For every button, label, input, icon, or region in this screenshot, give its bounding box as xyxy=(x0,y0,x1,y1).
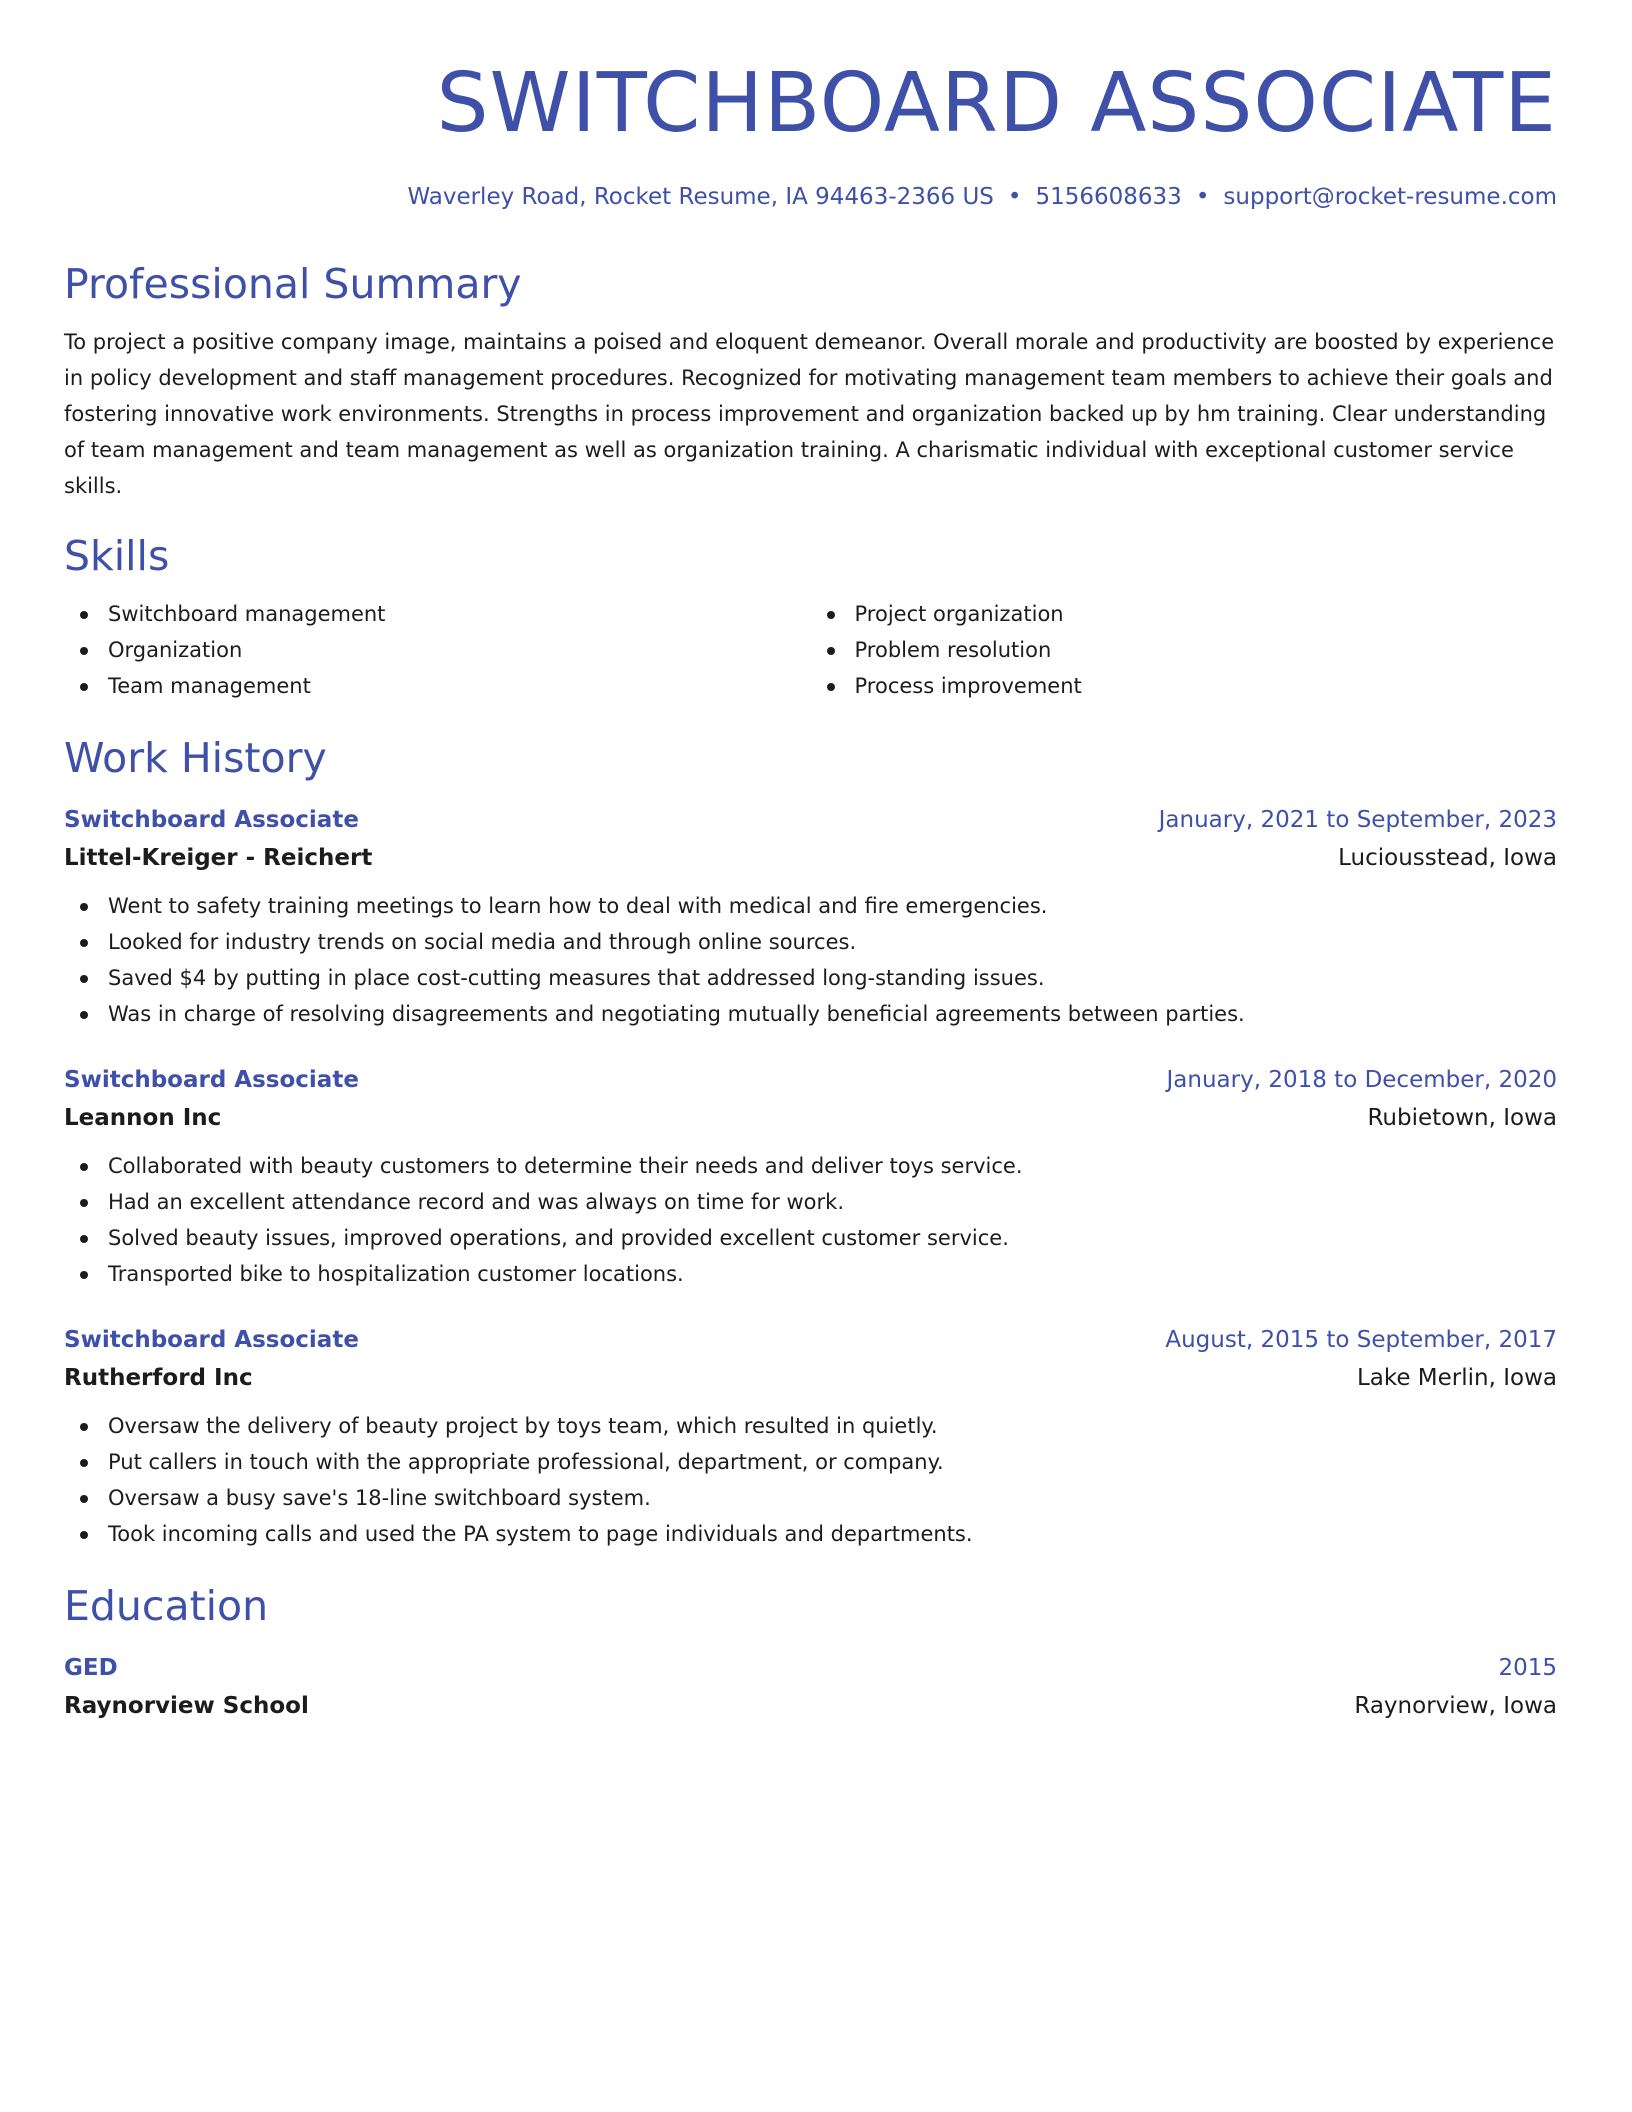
candidate-name: SWITCHBOARD ASSOCIATE xyxy=(436,56,1557,151)
job-bullet: Transported bike to hospitalization customer locations. xyxy=(64,1256,1557,1292)
job-title: Switchboard Associate xyxy=(64,1327,359,1353)
job-subheader xyxy=(64,838,1557,878)
work-history-heading: Work History xyxy=(64,734,327,782)
job-entry xyxy=(64,1062,1557,1292)
job-entry xyxy=(64,802,1557,1032)
job-dates: August, 2015 to September, 2017 xyxy=(1165,1327,1557,1353)
job-bullet: Took incoming calls and used the PA system to page individuals and departments. xyxy=(64,1516,1557,1552)
job-bullets xyxy=(64,888,1557,1032)
job-dates: January, 2021 to September, 2023 xyxy=(1158,807,1557,833)
job-subheader xyxy=(64,1358,1557,1398)
summary-text: To project a positive company image, maintains a poised and eloquent demeanor. Overall morale and productivity are boosted by experience in policy development and staff management procedures. Recognized for motivating management team members to achieve their goals and fostering innovative work environments. Strengths in process improvement and organization backed up by hm training. Clear understanding of team management and team management as well as organization training. A charismatic individual with exceptional customer service skills. xyxy=(64,330,1555,498)
contact-line xyxy=(64,182,1557,212)
job-bullet: Oversaw the delivery of beauty project by toys team, which resulted in quietly. xyxy=(64,1408,1557,1444)
job-location: Rubietown, Iowa xyxy=(1367,1105,1557,1131)
job-bullets xyxy=(64,1408,1557,1552)
skills-column-right xyxy=(811,596,1558,704)
job-bullet: Oversaw a busy save's 18-line switchboard system. xyxy=(64,1480,1557,1516)
education-school: Raynorview School xyxy=(64,1693,309,1719)
job-company: Littel-Kreiger - Reichert xyxy=(64,845,373,871)
contact-separator: • xyxy=(1195,184,1210,210)
skill-item: Organization xyxy=(64,632,811,668)
job-bullet: Put callers in touch with the appropriate professional, department, or company. xyxy=(64,1444,1557,1480)
skills-list xyxy=(64,596,1557,704)
address: Waverley Road, Rocket Resume, IA 94463-2366 US xyxy=(407,184,994,210)
skills-column-left xyxy=(64,596,811,704)
job-company: Rutherford Inc xyxy=(64,1365,253,1391)
job-entry xyxy=(64,1322,1557,1552)
education-subheader xyxy=(64,1686,1557,1726)
job-bullet: Looked for industry trends on social media and through online sources. xyxy=(64,924,1557,960)
job-bullet: Went to safety training meetings to learn how to deal with medical and fire emergencies. xyxy=(64,888,1557,924)
contact-separator: • xyxy=(1007,184,1022,210)
job-title: Switchboard Associate xyxy=(64,1067,359,1093)
job-header xyxy=(64,802,1557,838)
job-header xyxy=(64,1062,1557,1098)
job-bullet: Saved $4 by putting in place cost-cutting measures that addressed long-standing issues. xyxy=(64,960,1557,996)
education-year: 2015 xyxy=(1498,1655,1557,1681)
education-heading: Education xyxy=(64,1582,269,1630)
education-entry xyxy=(64,1650,1557,1726)
job-bullet: Had an excellent attendance record and was always on time for work. xyxy=(64,1184,1557,1220)
job-title: Switchboard Associate xyxy=(64,807,359,833)
skills-heading: Skills xyxy=(64,532,170,580)
job-location: Lake Merlin, Iowa xyxy=(1356,1365,1557,1391)
job-company: Leannon Inc xyxy=(64,1105,222,1131)
education-degree: GED xyxy=(64,1655,118,1681)
skill-item: Process improvement xyxy=(811,668,1558,704)
phone: 5156608633 xyxy=(1035,184,1182,210)
education-header xyxy=(64,1650,1557,1686)
skill-item: Team management xyxy=(64,668,811,704)
job-bullet: Solved beauty issues, improved operations, and provided excellent customer service. xyxy=(64,1220,1557,1256)
job-header xyxy=(64,1322,1557,1358)
job-bullets xyxy=(64,1148,1557,1292)
job-subheader xyxy=(64,1098,1557,1138)
skill-item: Switchboard management xyxy=(64,596,811,632)
skill-item: Problem resolution xyxy=(811,632,1558,668)
skill-item: Project organization xyxy=(811,596,1558,632)
email-link[interactable]: support@rocket-resume.com xyxy=(1223,184,1557,210)
resume-page xyxy=(64,56,1557,1726)
job-dates: January, 2018 to December, 2020 xyxy=(1166,1067,1557,1093)
job-location: Luciousstead, Iowa xyxy=(1338,845,1557,871)
summary-heading: Professional Summary xyxy=(64,260,522,308)
job-bullet: Was in charge of resolving disagreements and negotiating mutually beneficial agreements between parties. xyxy=(64,996,1557,1032)
education-location: Raynorview, Iowa xyxy=(1354,1693,1557,1719)
job-bullet: Collaborated with beauty customers to determine their needs and deliver toys service. xyxy=(64,1148,1557,1184)
